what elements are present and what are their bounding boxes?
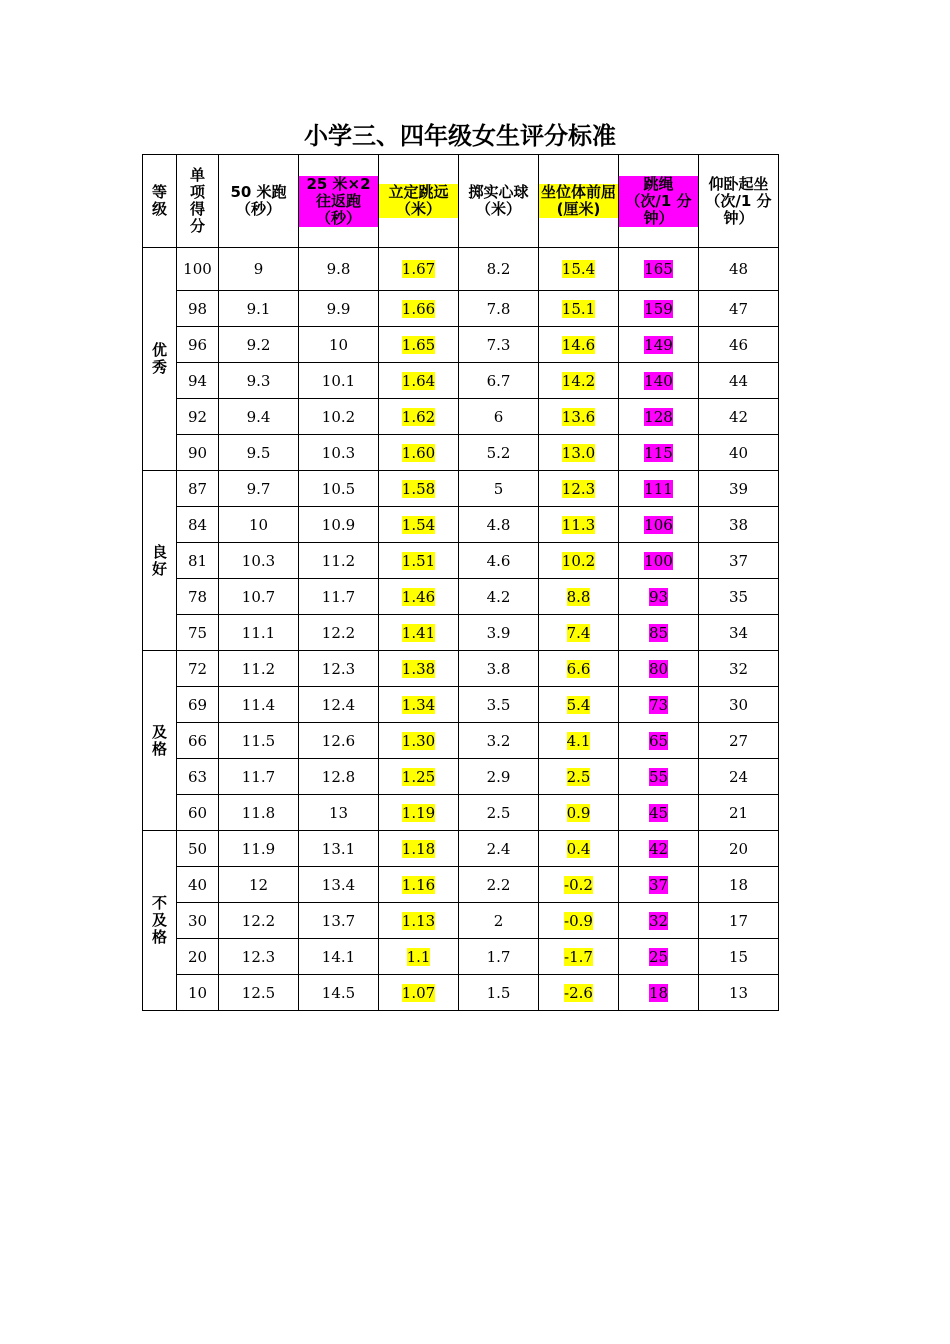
cell-run50: 9.7 (219, 471, 299, 507)
cell-sitreach: 15.4 (539, 248, 619, 291)
cell-shuttle: 12.6 (299, 723, 379, 759)
cell-jump: 1.58 (379, 471, 459, 507)
cell-sitreach: 2.5 (539, 759, 619, 795)
cell-rope: 159 (619, 291, 699, 327)
cell-situp: 35 (699, 579, 779, 615)
cell-situp: 18 (699, 867, 779, 903)
grade-group-label: 不及格 (143, 831, 177, 1011)
cell-situp: 20 (699, 831, 779, 867)
cell-score: 69 (177, 687, 219, 723)
cell-shuttle: 12.3 (299, 651, 379, 687)
cell-rope: 115 (619, 435, 699, 471)
cell-sitreach: 13.6 (539, 399, 619, 435)
cell-jump: 1.67 (379, 248, 459, 291)
cell-ball: 2.5 (459, 795, 539, 831)
cell-jump: 1.62 (379, 399, 459, 435)
page-title: 小学三、四年级女生评分标准 (304, 122, 616, 150)
cell-sitreach: -0.2 (539, 867, 619, 903)
cell-sitreach: -2.6 (539, 975, 619, 1011)
table-row (143, 507, 779, 543)
cell-situp: 46 (699, 327, 779, 363)
cell-score: 63 (177, 759, 219, 795)
cell-ball: 1.5 (459, 975, 539, 1011)
cell-situp: 15 (699, 939, 779, 975)
cell-run50: 11.5 (219, 723, 299, 759)
cell-ball: 5.2 (459, 435, 539, 471)
cell-rope: 55 (619, 759, 699, 795)
cell-sitreach: 14.2 (539, 363, 619, 399)
cell-situp: 24 (699, 759, 779, 795)
cell-shuttle: 13.7 (299, 903, 379, 939)
cell-score: 66 (177, 723, 219, 759)
cell-rope: 18 (619, 975, 699, 1011)
cell-sitreach: 6.6 (539, 651, 619, 687)
cell-run50: 10.7 (219, 579, 299, 615)
cell-score: 50 (177, 831, 219, 867)
header-score: 单项得分 (177, 155, 219, 248)
cell-ball: 2 (459, 903, 539, 939)
table-row (143, 831, 779, 867)
cell-jump: 1.46 (379, 579, 459, 615)
table-row (143, 248, 779, 291)
cell-ball: 2.9 (459, 759, 539, 795)
table-body (143, 248, 779, 1011)
table-row (143, 579, 779, 615)
cell-ball: 4.2 (459, 579, 539, 615)
cell-run50: 12.3 (219, 939, 299, 975)
cell-situp: 40 (699, 435, 779, 471)
cell-run50: 9.2 (219, 327, 299, 363)
cell-sitreach: 13.0 (539, 435, 619, 471)
cell-ball: 5 (459, 471, 539, 507)
cell-run50: 12 (219, 867, 299, 903)
cell-score: 78 (177, 579, 219, 615)
table-row (143, 795, 779, 831)
cell-ball: 6.7 (459, 363, 539, 399)
cell-score: 81 (177, 543, 219, 579)
cell-rope: 42 (619, 831, 699, 867)
cell-rope: 93 (619, 579, 699, 615)
cell-run50: 11.9 (219, 831, 299, 867)
cell-score: 84 (177, 507, 219, 543)
cell-rope: 165 (619, 248, 699, 291)
cell-run50: 10 (219, 507, 299, 543)
cell-situp: 13 (699, 975, 779, 1011)
cell-jump: 1.34 (379, 687, 459, 723)
cell-shuttle: 14.5 (299, 975, 379, 1011)
cell-score: 10 (177, 975, 219, 1011)
cell-score: 40 (177, 867, 219, 903)
cell-rope: 128 (619, 399, 699, 435)
table-row (143, 975, 779, 1011)
cell-rope: 25 (619, 939, 699, 975)
cell-sitreach: -0.9 (539, 903, 619, 939)
cell-situp: 37 (699, 543, 779, 579)
cell-situp: 48 (699, 248, 779, 291)
table-row (143, 471, 779, 507)
cell-run50: 11.8 (219, 795, 299, 831)
cell-shuttle: 10.2 (299, 399, 379, 435)
table-row (143, 435, 779, 471)
cell-rope: 85 (619, 615, 699, 651)
cell-run50: 12.2 (219, 903, 299, 939)
cell-situp: 47 (699, 291, 779, 327)
cell-run50: 9.3 (219, 363, 299, 399)
cell-run50: 11.2 (219, 651, 299, 687)
cell-score: 72 (177, 651, 219, 687)
cell-sitreach: -1.7 (539, 939, 619, 975)
cell-situp: 39 (699, 471, 779, 507)
cell-jump: 1.54 (379, 507, 459, 543)
cell-situp: 27 (699, 723, 779, 759)
cell-score: 30 (177, 903, 219, 939)
cell-jump: 1.41 (379, 615, 459, 651)
cell-situp: 38 (699, 507, 779, 543)
cell-shuttle: 10.5 (299, 471, 379, 507)
cell-ball: 6 (459, 399, 539, 435)
cell-shuttle: 9.8 (299, 248, 379, 291)
cell-run50: 11.1 (219, 615, 299, 651)
cell-jump: 1.60 (379, 435, 459, 471)
cell-rope: 106 (619, 507, 699, 543)
cell-score: 75 (177, 615, 219, 651)
cell-rope: 111 (619, 471, 699, 507)
cell-ball: 1.7 (459, 939, 539, 975)
cell-rope: 73 (619, 687, 699, 723)
table-row (143, 723, 779, 759)
cell-run50: 9.1 (219, 291, 299, 327)
table-row (143, 615, 779, 651)
cell-shuttle: 13 (299, 795, 379, 831)
cell-situp: 42 (699, 399, 779, 435)
cell-sitreach: 12.3 (539, 471, 619, 507)
cell-rope: 80 (619, 651, 699, 687)
cell-jump: 1.65 (379, 327, 459, 363)
cell-sitreach: 8.8 (539, 579, 619, 615)
cell-jump: 1.07 (379, 975, 459, 1011)
cell-jump: 1.51 (379, 543, 459, 579)
table-row (143, 399, 779, 435)
cell-score: 98 (177, 291, 219, 327)
cell-sitreach: 14.6 (539, 327, 619, 363)
header-row (143, 155, 779, 248)
cell-jump: 1.18 (379, 831, 459, 867)
cell-shuttle: 10.1 (299, 363, 379, 399)
cell-shuttle: 12.2 (299, 615, 379, 651)
cell-jump: 1.30 (379, 723, 459, 759)
grade-group-label: 及格 (143, 651, 177, 831)
cell-run50: 9.5 (219, 435, 299, 471)
cell-ball: 4.6 (459, 543, 539, 579)
cell-situp: 32 (699, 651, 779, 687)
cell-shuttle: 11.7 (299, 579, 379, 615)
cell-situp: 34 (699, 615, 779, 651)
cell-rope: 100 (619, 543, 699, 579)
scoring-table (142, 154, 779, 1011)
cell-shuttle: 9.9 (299, 291, 379, 327)
cell-shuttle: 12.8 (299, 759, 379, 795)
cell-run50: 9 (219, 248, 299, 291)
cell-score: 92 (177, 399, 219, 435)
cell-run50: 9.4 (219, 399, 299, 435)
cell-sitreach: 5.4 (539, 687, 619, 723)
header-sitreach: 坐位体前屈(厘米) (539, 155, 619, 248)
cell-jump: 1.66 (379, 291, 459, 327)
cell-sitreach: 4.1 (539, 723, 619, 759)
cell-run50: 12.5 (219, 975, 299, 1011)
cell-situp: 21 (699, 795, 779, 831)
cell-run50: 10.3 (219, 543, 299, 579)
table-row (143, 759, 779, 795)
cell-score: 96 (177, 327, 219, 363)
cell-sitreach: 15.1 (539, 291, 619, 327)
cell-score: 87 (177, 471, 219, 507)
cell-ball: 7.8 (459, 291, 539, 327)
cell-shuttle: 10.9 (299, 507, 379, 543)
cell-rope: 37 (619, 867, 699, 903)
cell-ball: 2.2 (459, 867, 539, 903)
cell-situp: 30 (699, 687, 779, 723)
cell-rope: 32 (619, 903, 699, 939)
cell-ball: 4.8 (459, 507, 539, 543)
cell-ball: 2.4 (459, 831, 539, 867)
cell-rope: 45 (619, 795, 699, 831)
table-row (143, 363, 779, 399)
cell-sitreach: 10.2 (539, 543, 619, 579)
table-row (143, 939, 779, 975)
cell-run50: 11.7 (219, 759, 299, 795)
header-run50: 50 米跑（秒） (219, 155, 299, 248)
cell-score: 94 (177, 363, 219, 399)
table-row (143, 291, 779, 327)
cell-shuttle: 14.1 (299, 939, 379, 975)
cell-sitreach: 0.9 (539, 795, 619, 831)
table-row (143, 651, 779, 687)
cell-score: 20 (177, 939, 219, 975)
cell-ball: 7.3 (459, 327, 539, 363)
cell-ball: 3.2 (459, 723, 539, 759)
table-row (143, 867, 779, 903)
cell-shuttle: 13.1 (299, 831, 379, 867)
grade-group-label: 良好 (143, 471, 177, 651)
cell-jump: 1.19 (379, 795, 459, 831)
cell-score: 100 (177, 248, 219, 291)
table-row (143, 687, 779, 723)
cell-situp: 17 (699, 903, 779, 939)
cell-rope: 65 (619, 723, 699, 759)
grade-group-label: 优秀 (143, 248, 177, 471)
cell-sitreach: 7.4 (539, 615, 619, 651)
table-row (143, 903, 779, 939)
cell-sitreach: 0.4 (539, 831, 619, 867)
cell-jump: 1.16 (379, 867, 459, 903)
cell-ball: 3.5 (459, 687, 539, 723)
cell-shuttle: 13.4 (299, 867, 379, 903)
cell-jump: 1.25 (379, 759, 459, 795)
cell-sitreach: 11.3 (539, 507, 619, 543)
header-jump: 立定跳远（米） (379, 155, 459, 248)
cell-shuttle: 11.2 (299, 543, 379, 579)
table-row (143, 327, 779, 363)
header-rope: 跳绳（次/1 分钟） (619, 155, 699, 248)
cell-ball: 8.2 (459, 248, 539, 291)
cell-ball: 3.8 (459, 651, 539, 687)
cell-score: 60 (177, 795, 219, 831)
table-row (143, 543, 779, 579)
cell-ball: 3.9 (459, 615, 539, 651)
cell-jump: 1.1 (379, 939, 459, 975)
header-ball: 掷实心球（米） (459, 155, 539, 248)
cell-score: 90 (177, 435, 219, 471)
header-grade: 等级 (143, 155, 177, 248)
header-shuttle: 25 米×2 往返跑（秒） (299, 155, 379, 248)
cell-jump: 1.13 (379, 903, 459, 939)
cell-rope: 149 (619, 327, 699, 363)
cell-jump: 1.64 (379, 363, 459, 399)
cell-jump: 1.38 (379, 651, 459, 687)
cell-situp: 44 (699, 363, 779, 399)
cell-shuttle: 10 (299, 327, 379, 363)
cell-rope: 140 (619, 363, 699, 399)
cell-shuttle: 12.4 (299, 687, 379, 723)
cell-shuttle: 10.3 (299, 435, 379, 471)
header-situp: 仰卧起坐（次/1 分钟） (699, 155, 779, 248)
cell-run50: 11.4 (219, 687, 299, 723)
